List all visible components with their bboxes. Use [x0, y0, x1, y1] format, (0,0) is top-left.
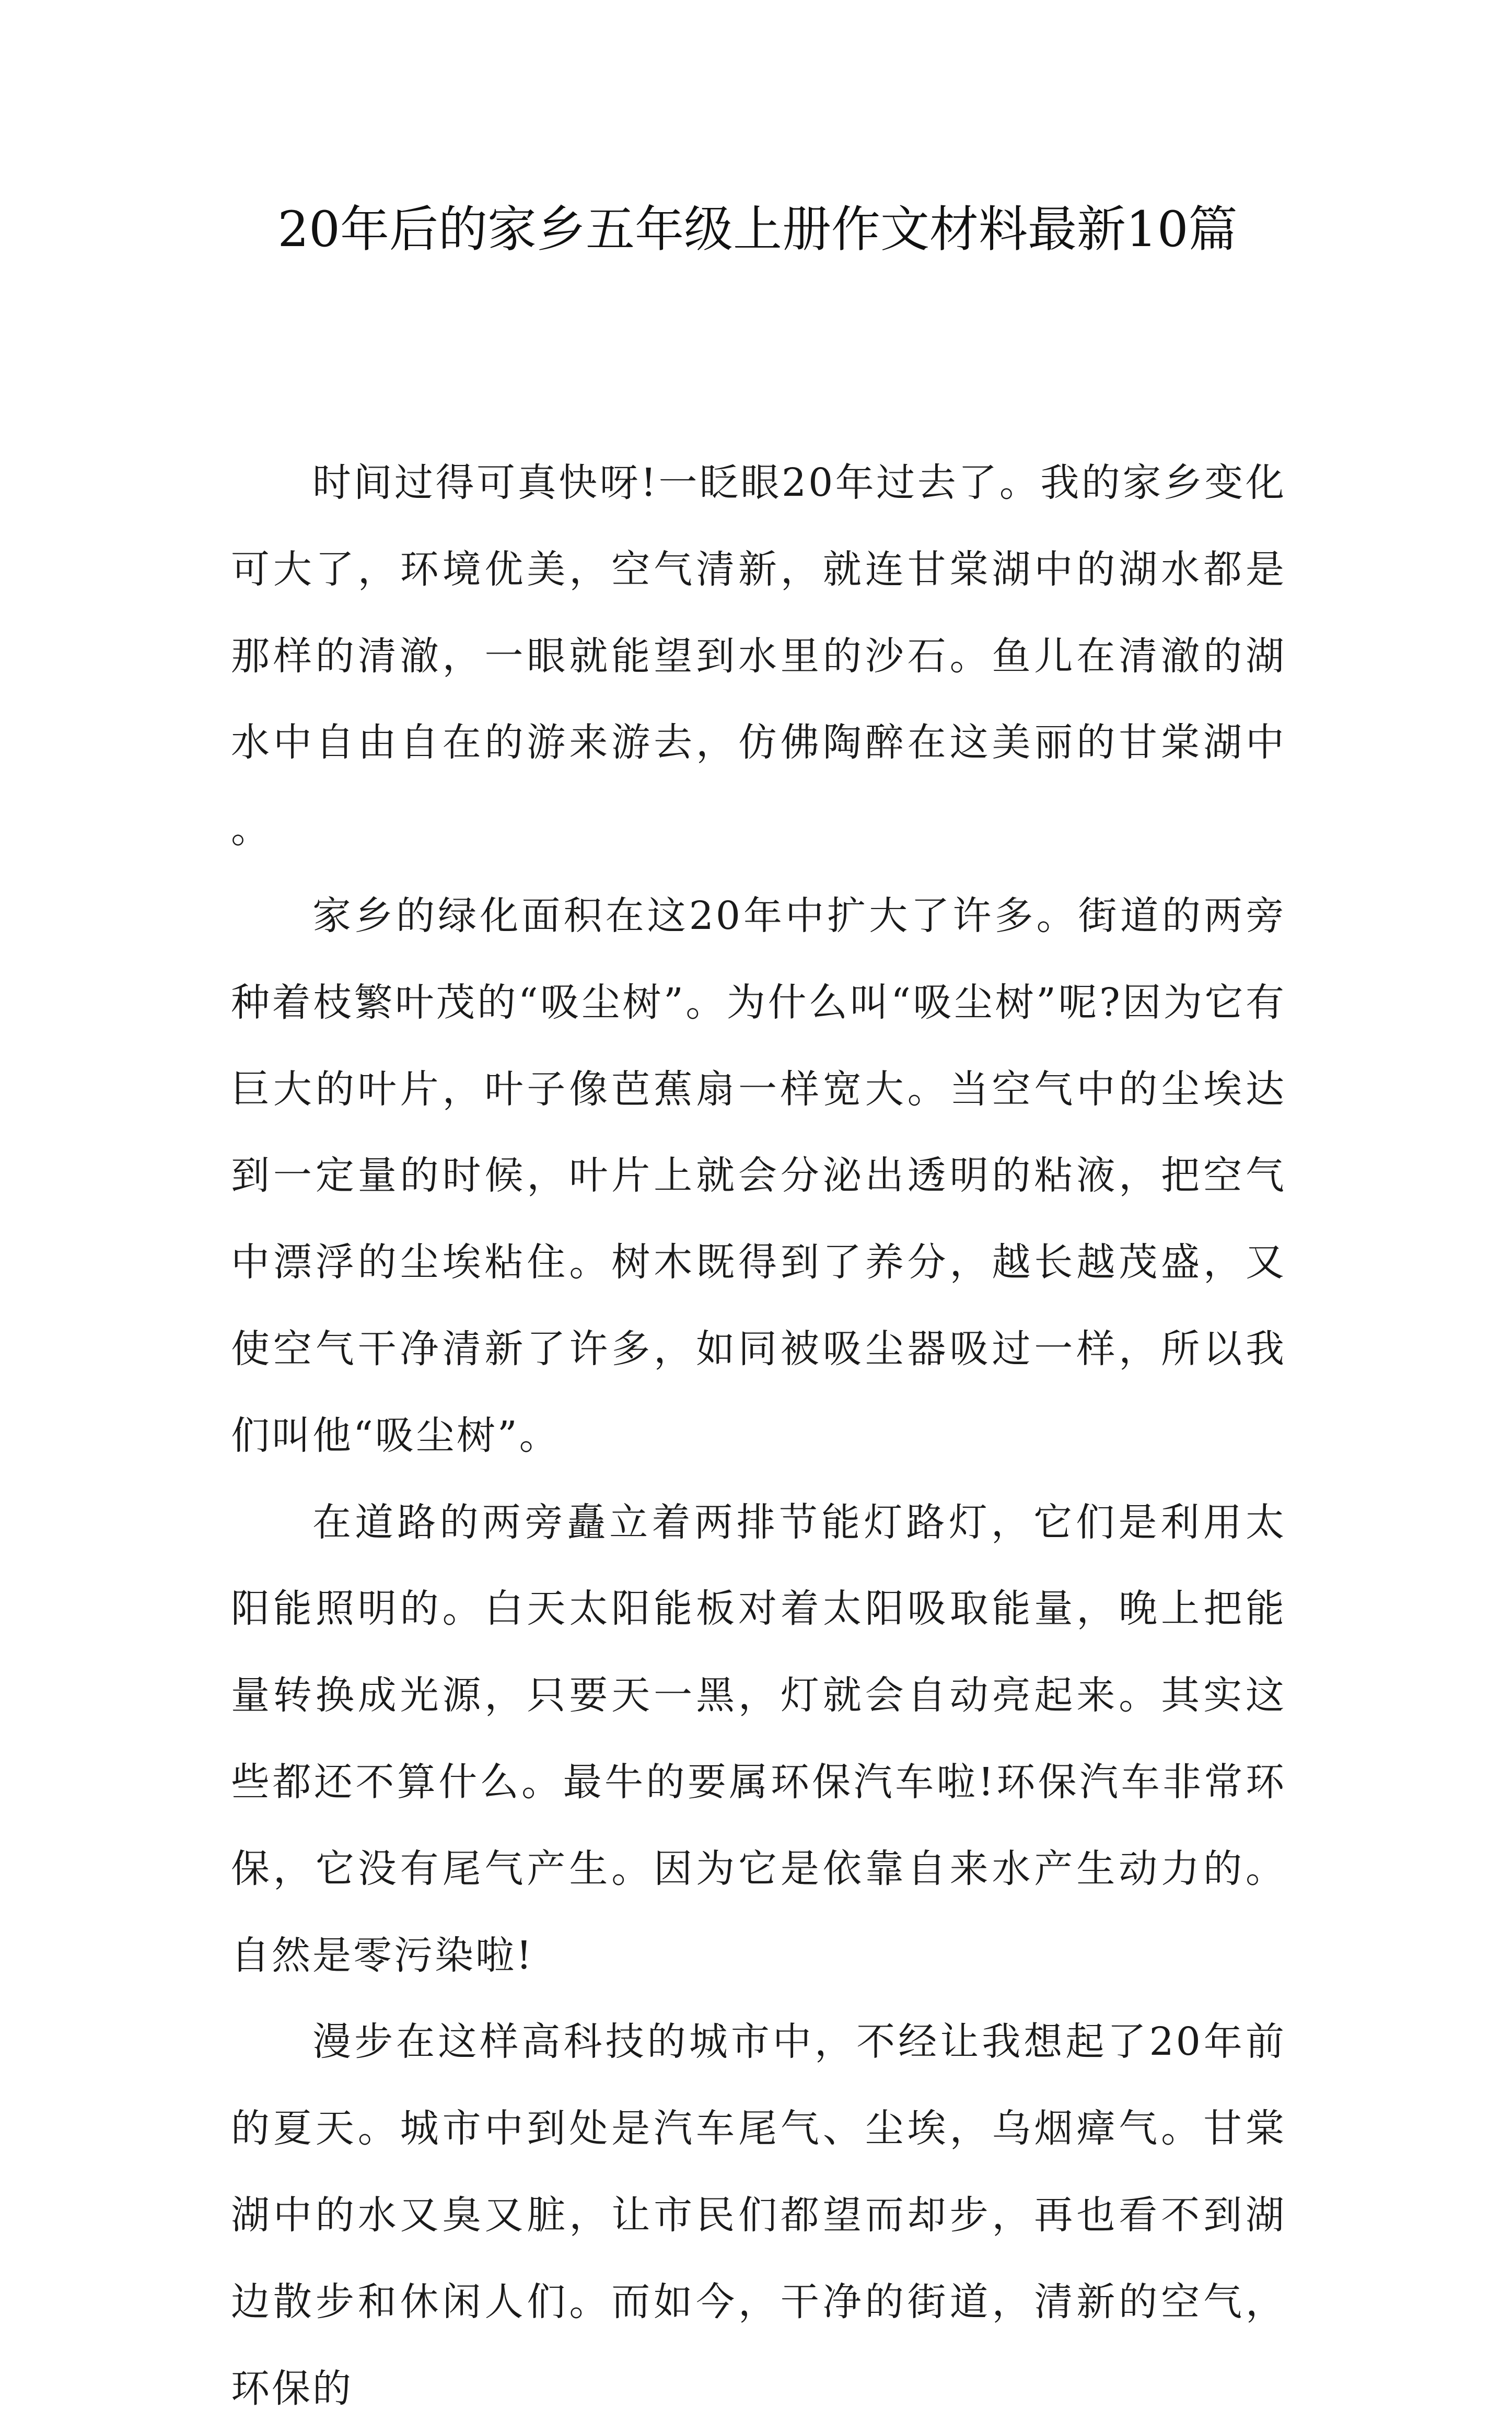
document-title: 20年后的家乡五年级上册作文材料最新10篇 [277, 201, 1238, 258]
document-body [231, 440, 1286, 2432]
paragraph-2: 家乡的绿化面积在这20年中扩大了许多。街道的两旁种着枝繁叶茂的“吸尘树”。为什么叫“吸尘树”呢?因为它有巨大的叶片，叶子像芭蕉扇一样宽大。当空气中的尘埃达到一定量的时候，叶片上就会分泌出透明的粘液，把空气中漂浮的尘埃粘住。树木既得到了养分，越长越茂盛，又使空气干净清新了许多，如同被吸尘器吸过一样，所以我们叫他“吸尘树”。 [231, 893, 1286, 1458]
paragraph-3: 在道路的两旁矗立着两排节能灯路灯，它们是利用太阳能照明的。白天太阳能板对着太阳吸取能量，晚上把能量转换成光源，只要天一黑，灯就会自动亮起来。其实这些都还不算什么。最牛的要属环保汽车啦!环保汽车非常环保，它没有尾气产生。因为它是依靠自来水产生动力的。自然是零污染啦! [231, 1499, 1286, 1978]
paragraph-4: 漫步在这样高科技的城市中，不经让我想起了20年前的夏天。城市中到处是汽车尾气、尘埃，乌烟瘴气。甘棠湖中的水又臭又脏，让市民们都望而却步，再也看不到湖边散步和休闲人们。而如今，干净的街道，清新的空气，环保的 [231, 2019, 1286, 2411]
paragraph-1: 时间过得可真快呀!一眨眼20年过去了。我的家乡变化可大了，环境优美，空气清新，就连甘棠湖中的湖水都是那样的清澈，一眼就能望到水里的沙石。鱼儿在清澈的湖水中自由自在的游来游去，仿佛陶醉在这美丽的甘棠湖中。 [231, 460, 1286, 852]
